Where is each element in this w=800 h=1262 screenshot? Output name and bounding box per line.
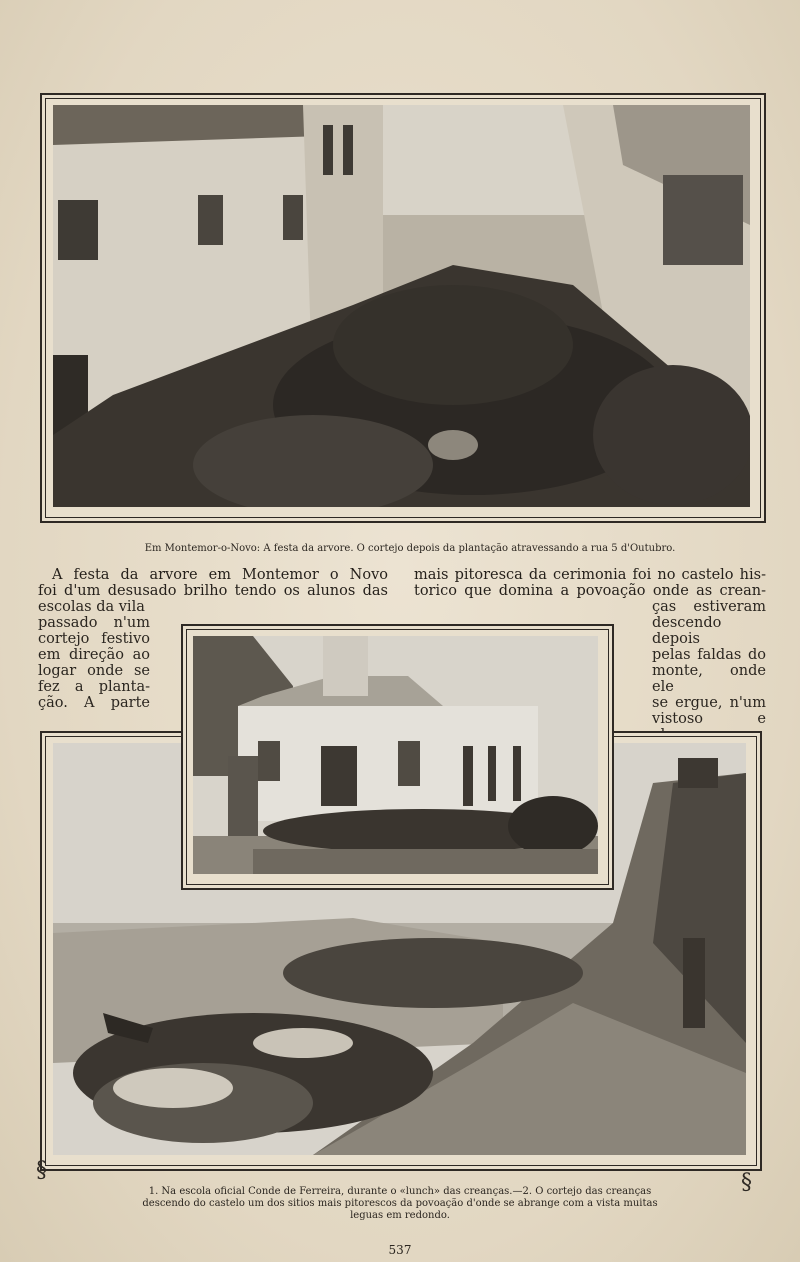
article-line: em direção ao: [38, 647, 150, 663]
bottom-caption: [100, 1186, 700, 1222]
article-right-top: [414, 567, 766, 599]
article-line: foi d'um desusado brilho tendo os alunos das: [38, 583, 388, 599]
bottom-caption-line: 1. Na escola oficial Conde de Ferreira, durante o «lunch» das creanças.—2. O cortejo das creanças: [148, 1186, 652, 1197]
article-line: fez a planta-: [38, 679, 150, 695]
article-line: ção. A parte: [38, 695, 150, 711]
article-line: logar onde se: [38, 663, 150, 679]
right-ornament: §: [741, 1170, 752, 1195]
article-line: cortejo festivo: [38, 631, 150, 647]
article-line: monte, onde ele: [652, 663, 766, 695]
school-lunch-photo: [193, 636, 598, 874]
article-line: vistoso e: [652, 711, 766, 727]
page-number: 537: [388, 1243, 412, 1257]
article-line: pelas faldas do: [652, 647, 766, 663]
bottom-caption-line: leguas em redondo.: [350, 1210, 450, 1221]
article-line: A festa da arvore em Montemor o Novo: [52, 567, 388, 583]
article-line: mais pitoresca da cerimonia foi no castelo his-: [414, 567, 766, 583]
article-line: se ergue, n'um: [652, 695, 766, 711]
street-procession-photo: [53, 105, 750, 507]
article-line: passado n'um: [38, 615, 150, 631]
bottom-caption-line: descendo do castelo um dos sitios mais pitorescos da povoação d'onde se abrange com a vista muitas: [142, 1198, 658, 1209]
article-left-top: [38, 567, 388, 599]
article-left-narrow: [38, 599, 150, 711]
article-line: ças estiveram: [652, 599, 766, 615]
article-line: escolas da vila: [38, 599, 145, 615]
left-ornament: §: [36, 1158, 47, 1183]
article-line: torico que domina a povoação onde as crean-: [414, 583, 766, 599]
top-caption: Em Montemor-o-Novo: A festa da arvore. O cortejo depois da plantação atravessando a rua 5 d'Outubro.: [144, 543, 676, 554]
article-line: descendo depois: [652, 615, 722, 647]
